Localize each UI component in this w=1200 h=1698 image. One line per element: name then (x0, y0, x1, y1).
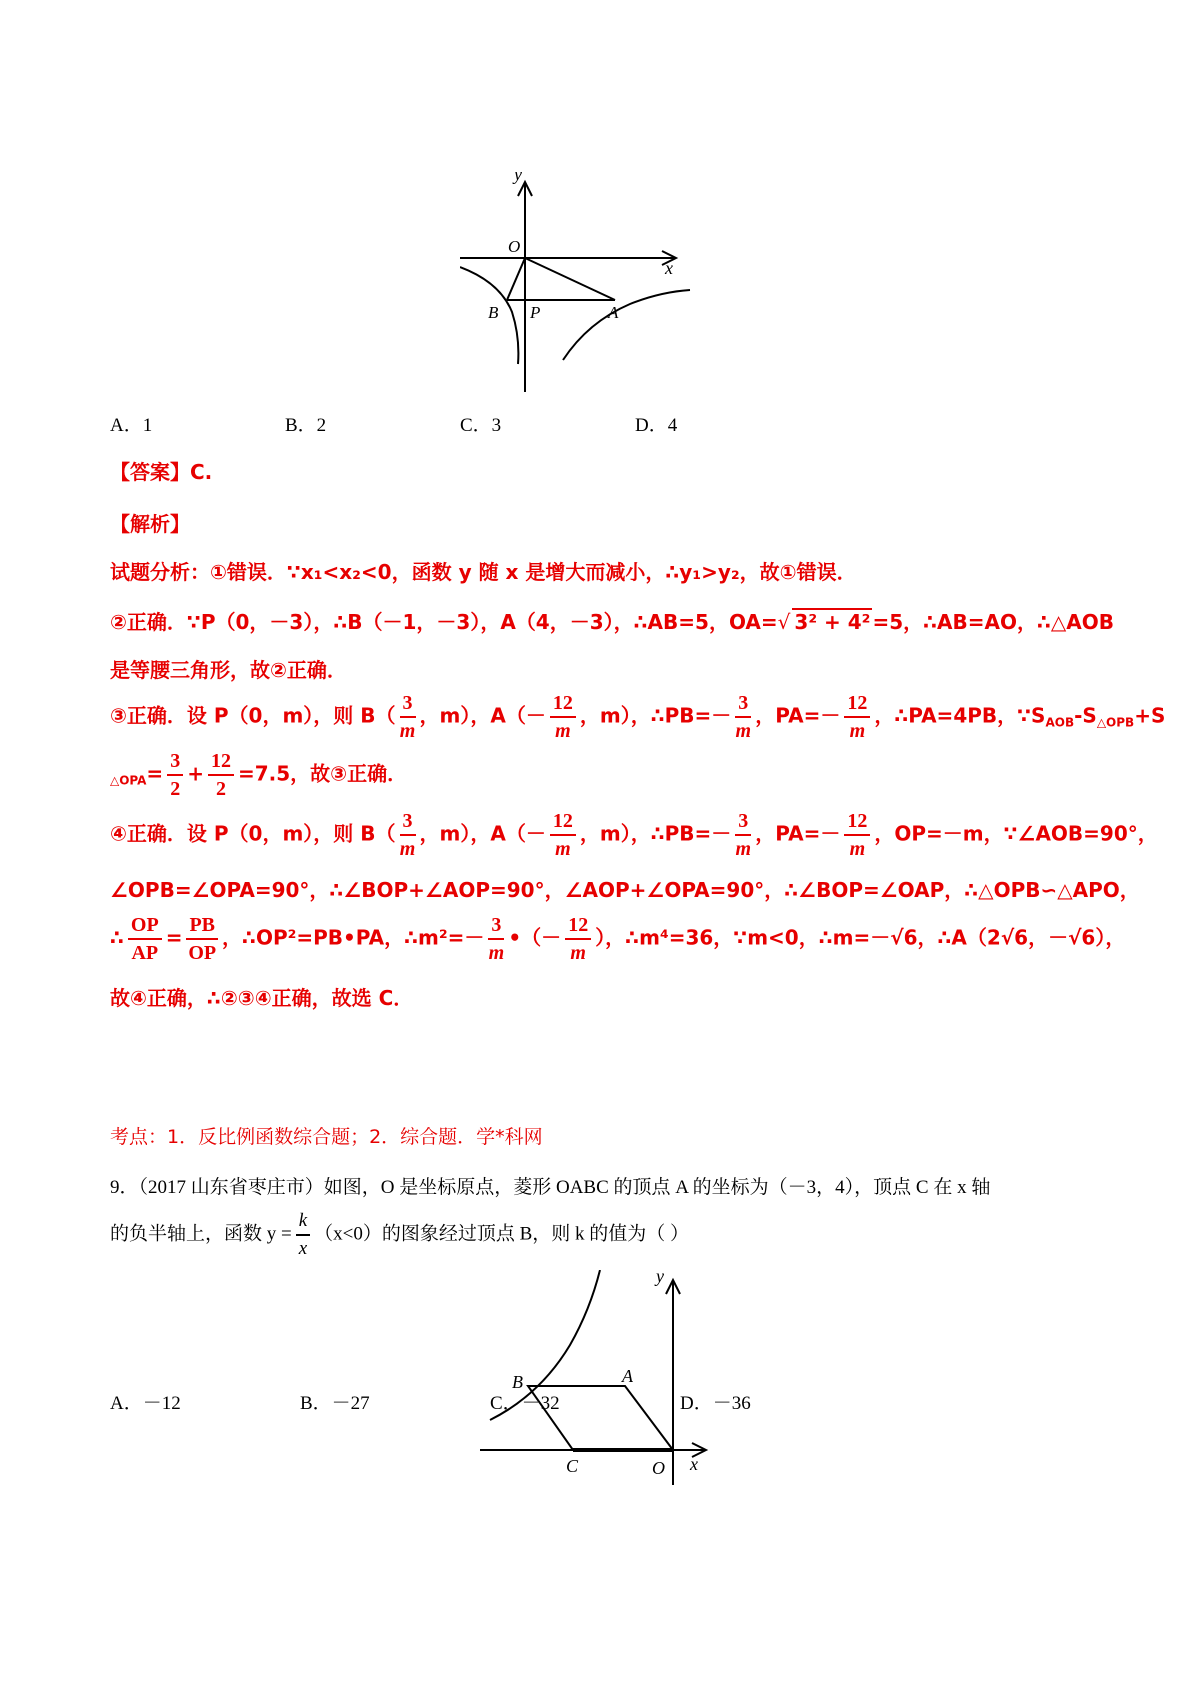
num: 3 (735, 690, 751, 718)
den: OP (188, 942, 217, 964)
frac-3-m-e (488, 912, 504, 966)
den: AP (131, 942, 159, 964)
den: m (399, 838, 416, 860)
analysis-line-1: 试题分析：①错误．∵x₁<x₂<0，函数 y 随 x 是增大而减小，∴y₁>y₂，故①错误． (110, 560, 857, 584)
l2a: ②正确．∵P（0，－3），∴B（－1，－3），A（4，－3），∴AB=5，OA= (110, 610, 778, 634)
label-x-2: x (690, 1454, 698, 1474)
frac-12-m-b (844, 690, 870, 744)
option-2-a: A．－12 (110, 1393, 181, 1414)
num: 3 (167, 748, 183, 776)
den: 2 (215, 778, 226, 800)
label-O-2: O (652, 1458, 665, 1478)
l2b: =5，∴AB=AO，∴△AOB (872, 610, 1115, 634)
frac-3-m-b (735, 690, 751, 744)
l6d: ，PA=－ (755, 821, 841, 846)
figure-1-hyperbola-triangle (460, 172, 760, 422)
frac-OP-AP (128, 912, 162, 966)
frac-k-x (296, 1208, 310, 1262)
l4a: ③正确．设 P（0，m），则 B（ (110, 703, 396, 728)
l8a: ∴ (110, 925, 124, 950)
option-1-a: A．1 (110, 415, 153, 436)
l6c: ，m），∴PB=－ (579, 821, 732, 846)
num: 12 (208, 748, 234, 776)
l4sub1: AOB (1045, 715, 1075, 730)
q9-l2b: （x<0）的图象经过顶点 B，则 k 的值为（ ） (314, 1223, 690, 1245)
l4d: ，PA=－ (755, 703, 841, 728)
analysis-line-8 (110, 912, 1125, 966)
l4b: ，m），A（－ (419, 703, 546, 728)
analysis-line-2 (110, 606, 1114, 635)
frac-12-m (550, 690, 576, 744)
l5c: =7.5，故③正确． (237, 761, 408, 786)
option-1-b: B．2 (285, 415, 327, 436)
num: 3 (735, 808, 751, 836)
l5sub: △OPA (110, 773, 147, 788)
num: PB (186, 912, 218, 940)
frac-3-m-d (735, 808, 751, 862)
num: 12 (565, 912, 591, 940)
label-A: A (608, 303, 619, 322)
option-2-c: C．－32 (490, 1393, 560, 1414)
kaodian: 考点：1．反比例函数综合题；2．综合题．学*科网 (110, 1126, 543, 1148)
num: 12 (550, 808, 576, 836)
answer-line: 【答案】C. (110, 460, 213, 484)
l8g: ，∴A（2√6，－√6）， (917, 925, 1126, 950)
l2sqrt: 3² + 4² (794, 610, 871, 634)
analysis-line-5 (110, 748, 407, 802)
l4sub2: △OPB (1096, 715, 1135, 730)
l8d: •（－ (508, 925, 562, 950)
den: m (735, 720, 752, 742)
den: m (488, 942, 505, 964)
frac-3-2 (167, 748, 183, 802)
segment-OA (525, 258, 615, 300)
den: m (570, 942, 586, 964)
den: x (298, 1238, 308, 1259)
label-B: B (488, 303, 499, 322)
den: m (555, 838, 571, 860)
l5b: + (187, 761, 204, 786)
option-2-d: D．－36 (680, 1393, 751, 1414)
segment-OB (507, 258, 525, 300)
l8c: ，∴OP²=PB•PA，∴m²=－ (222, 925, 485, 950)
label-y: y (514, 172, 522, 184)
label-P: P (530, 303, 541, 322)
label-B-2: B (512, 1372, 523, 1392)
num: 12 (844, 808, 870, 836)
frac-PB-OP (186, 912, 218, 966)
analysis-line-7: ∠OPB=∠OPA=90°，∴∠BOP+∠AOP=90°，∠AOP+∠OPA=90°，∴∠BOP=∠OAP，∴△OPB∽△APO， (110, 878, 1140, 902)
l8e: ），∴m⁴=36，∵m<0，∴m=－ (595, 925, 891, 950)
analysis-line-6 (110, 808, 1158, 862)
l6a: ④正确．设 P（0，m），则 B（ (110, 821, 396, 846)
num: 3 (488, 912, 504, 940)
l6e: ，OP=－m，∵∠AOB=90°， (874, 821, 1158, 846)
q9-l2a: 的负半轴上，函数 y = (110, 1223, 292, 1245)
analysis-line-3: 是等腰三角形，故②正确． (110, 658, 347, 682)
l6b: ，m），A（－ (419, 821, 546, 846)
frac-12-2 (208, 748, 234, 802)
label-y-2: y (656, 1270, 664, 1286)
label-O: O (508, 237, 521, 256)
frac-12-m-c (550, 808, 576, 862)
question-9-line-2 (110, 1208, 689, 1262)
analysis-line-9: 故④正确，∴②③④正确，故选 C． (110, 986, 414, 1010)
sqrt-icon: √ (777, 610, 791, 634)
option-1-c: C．3 (460, 415, 502, 436)
num: 3 (400, 690, 416, 718)
den: 2 (170, 778, 181, 800)
den: m (735, 838, 752, 860)
l4e: ，∴PA=4PB，∵S (874, 703, 1046, 728)
analysis-line-4 (110, 690, 1165, 744)
figure-2-rhombus (480, 1270, 730, 1490)
frac-12-m-d (844, 808, 870, 862)
l8b: = (165, 925, 183, 950)
den: m (849, 720, 866, 742)
den: m (849, 838, 866, 860)
l4g: +S (1134, 703, 1166, 728)
frac-3-m-c (400, 808, 416, 862)
label-C-2: C (566, 1456, 579, 1476)
l8f: √6 (890, 925, 918, 950)
den: m (399, 720, 416, 742)
l4f: -S (1074, 703, 1097, 728)
l4c: ，m），∴PB=－ (579, 703, 732, 728)
l5a: = (146, 761, 164, 786)
den: m (555, 720, 571, 742)
num: k (296, 1208, 310, 1236)
label-A-2: A (622, 1366, 633, 1386)
question-9-line-1: 9．（2017 山东省枣庄市）如图，O 是坐标原点，菱形 OABC 的顶点 A 的坐标为（－3，4），顶点 C 在 x 轴 (110, 1177, 991, 1198)
frac-12-m-e (565, 912, 591, 966)
num: 12 (550, 690, 576, 718)
label-x: x (665, 258, 673, 278)
analysis-title: 【解析】 (110, 512, 190, 536)
num: OP (128, 912, 162, 940)
frac-3-m (400, 690, 416, 744)
option-2-b: B．－27 (300, 1393, 370, 1414)
option-1-d: D．4 (635, 415, 678, 436)
num: 12 (844, 690, 870, 718)
num: 3 (400, 808, 416, 836)
